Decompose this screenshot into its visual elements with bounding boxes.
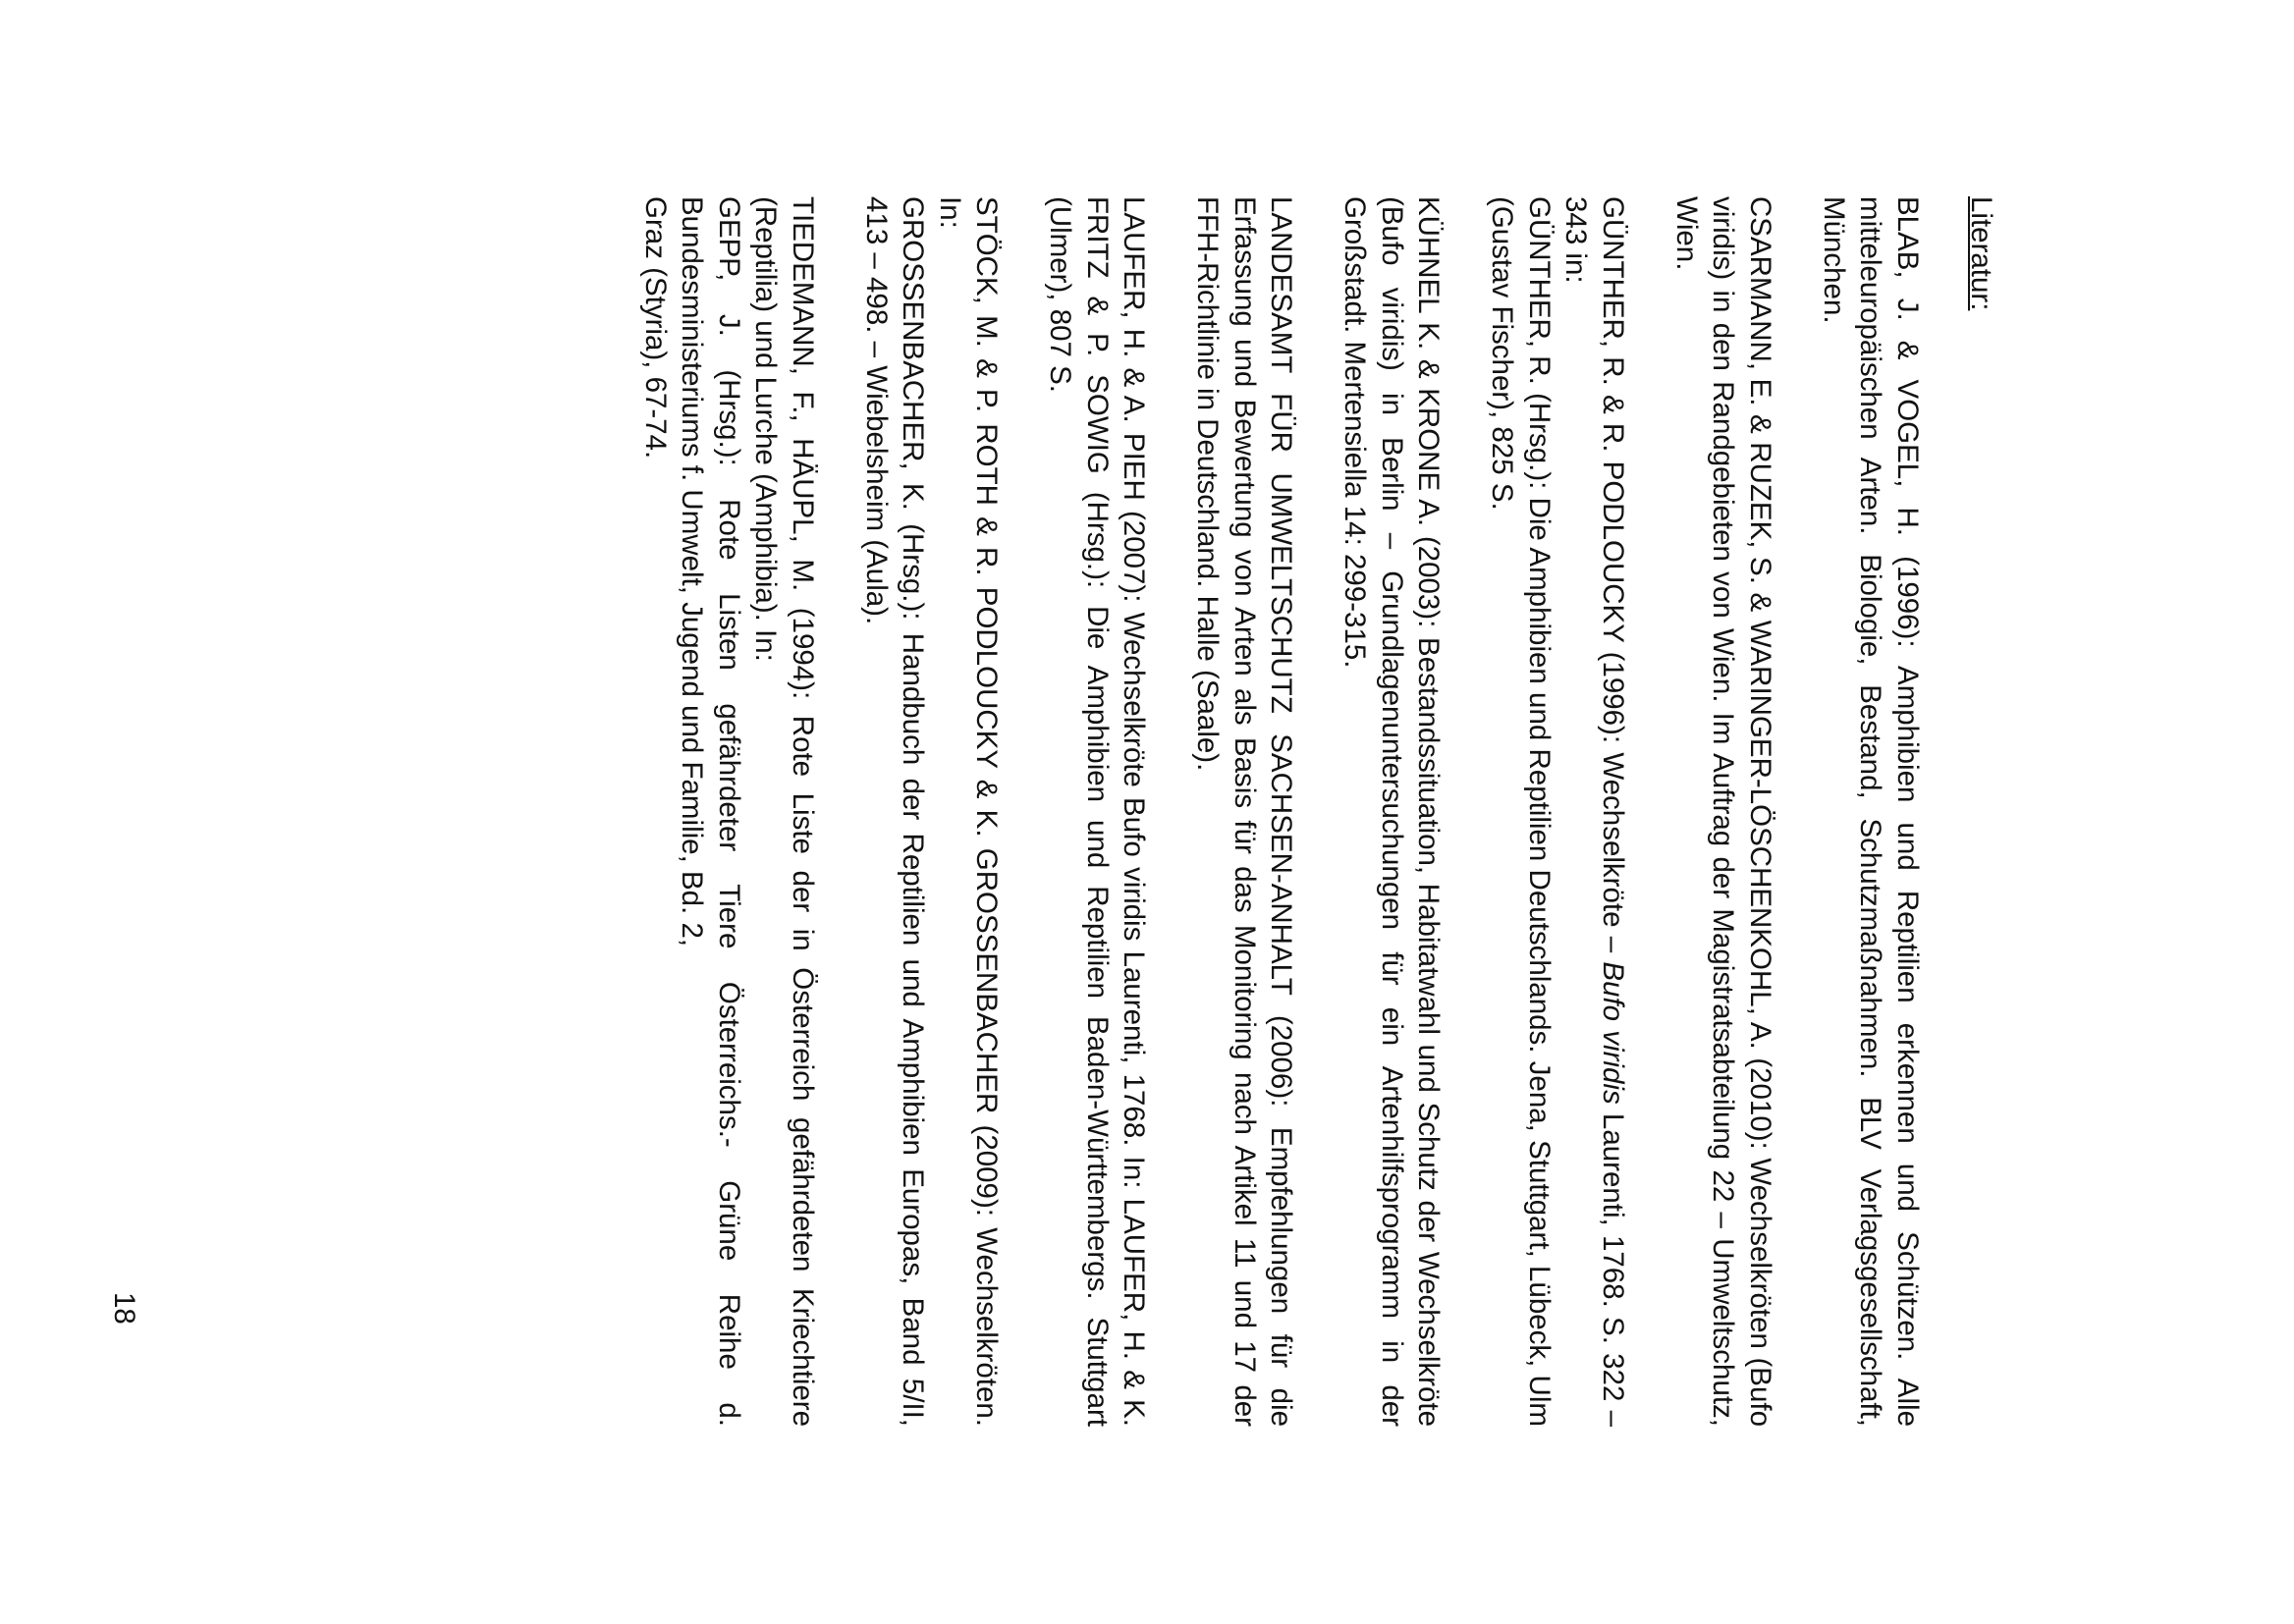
literature-heading: Literatur:	[1965, 196, 1997, 311]
reference-blab-vogel: BLAB, J. & VOGEL, H. (1996): Amphibien und Reptilien erkennen und Schützen. Alle mitteleuropäischen Arten. Biologie, Bestand, Schutzmaßnahmen. BLV Verlagsgesellschaft, München.	[1818, 196, 1924, 1427]
reference-stoeck-line1: STÖCK, M. & P. ROTH & R. PODLOUCKY & K. GROSSENBACHER (2009): Wechselkröten. In:	[934, 196, 1004, 1427]
reference-guenther-line2: GÜNTHER, R. (Hrsg.): Die Amphibien und Reptilien Deutschlands. Jena, Stuttgart, Lübeck, Ulm (Gustav Fischer), 825 S.	[1486, 196, 1556, 1427]
reference-laufer-pieh: LAUFER, H. & A. PIEH (2007): Wechselkröte Bufo viridis Laurenti, 1768. In: LAUFER, H. & K. FRITZ & P. SOWIG (Hrsg.): Die Amphibien und Reptilien Baden-Württembergs. Stuttgart (Ulmer), 807 S.	[1044, 196, 1151, 1427]
reference-csarmann: CSARMANN, E. & RUZEK, S. & WARINGER-LÖSCHENKOHL, A. (2010): Wechselkröten (Bufo viridis) in den Randgebieten von Wien. Im Auftrag der Magistratsabteilung 22 – Umweltschutz, Wien.	[1670, 196, 1776, 1427]
page-number: 18	[108, 1292, 140, 1325]
reference-guenther-before: GÜNTHER, R. & R. PODLOUCKY (1996): Wechselkröte –	[1597, 196, 1629, 962]
reference-guenther-species: Bufo viridis	[1597, 961, 1629, 1105]
reference-stoeck-line2: GROSSENBACHER, K. (Hrsg.): Handbuch der Reptilien und Amphibien Europas, Band 5/II, 413 – 498. – Wiebelsheim (Aula).	[860, 196, 930, 1427]
reference-tiedemann	[637, 196, 822, 1427]
reference-landesamt: LANDESAMT FÜR UMWELTSCHUTZ SACHSEN-ANHALT (2006): Empfehlungen für die Erfassung und Bewertung von Arten als Basis für das Monitoring nach Artikel 11 und 17 der FFH-Richtlinie in Deutschland. Halle (Saale).	[1191, 196, 1298, 1427]
reference-tiedemann-line3: Graz (Styria), 67-74.	[639, 196, 672, 460]
reference-guenther-after: Laurenti, 1768. S. 322 – 343 in:	[1559, 196, 1629, 1427]
reference-guenther	[1484, 196, 1631, 1427]
literature-section	[600, 196, 1999, 1427]
reference-kuehnel-krone: KÜHNEL K. & KRONE A. (2003): Bestandssituation, Habitatwahl und Schutz der Wechselkröte (Bufo viridis) in Berlin – Grundlagenuntersuchungen für ein Artenhilfsprogramm in der Großstadt. Mertensiella 14: 299-315.	[1338, 196, 1446, 1427]
reference-guenther-line1	[1557, 196, 1631, 1427]
reference-stoeck	[858, 196, 1006, 1427]
reference-tiedemann-line2: GEPP, J. (Hrsg.): Rote Listen gefährdeter Tiere Österreichs.- Grüne Reihe d. Bundesministeriums f. Umwelt, Jugend und Familie, Bd. 2,	[676, 196, 745, 1427]
reference-tiedemann-line1: TIEDEMANN, F., HÄUPL, M. (1994): Rote Liste der in Österreich gefährdeten Kriechtiere (Reptilia) und Lurche (Amphibia). In:	[749, 196, 819, 1427]
